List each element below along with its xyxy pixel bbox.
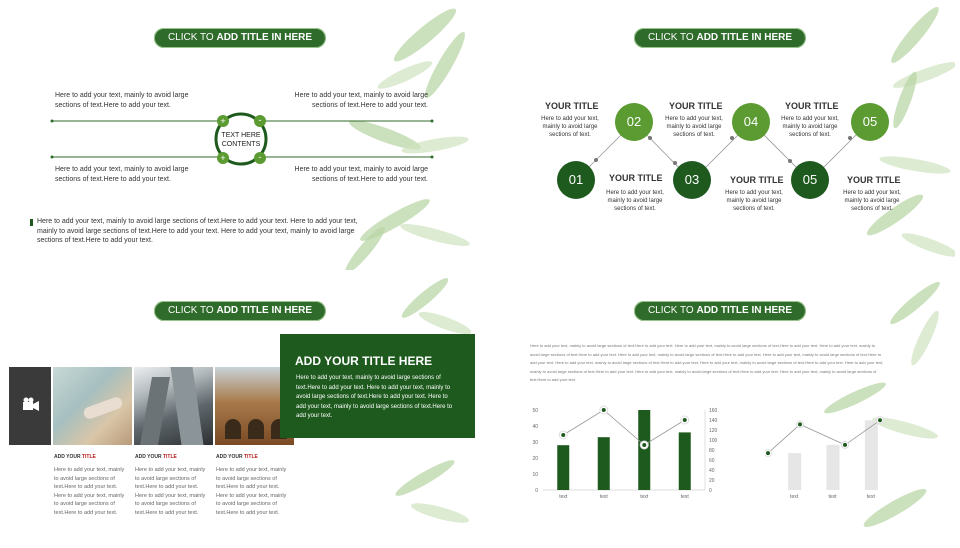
column-heading: ADD YOUR TITLE <box>216 454 258 460</box>
y-tick-label: 0 <box>535 488 538 494</box>
y2-tick-label: 60 <box>709 458 715 464</box>
step-circle-04[interactable]: 04 <box>732 103 770 141</box>
column-text: Here to add your text, mainly to avoid large sections of text.Here to add your text. Here to add your text, mainly to avoid large sections of text.Here to add your text. <box>216 467 287 516</box>
y2-tick-label: 20 <box>709 478 715 484</box>
y-tick-label: 10 <box>532 472 538 478</box>
line-point-dot <box>683 418 687 422</box>
x-tick-label: text <box>680 494 689 498</box>
line-point-dot <box>798 422 802 426</box>
bar <box>679 432 691 490</box>
title-box <box>280 334 475 438</box>
line-point-dot <box>878 418 882 422</box>
step-text: Here to add your text, mainly to avoid large sections of text. <box>606 190 664 212</box>
step-text: Here to add your text, mainly to avoid large sections of text. <box>843 190 901 212</box>
y2-tick-label: 120 <box>709 428 718 434</box>
chart-combo-2 <box>765 398 895 498</box>
y2-tick-label: 100 <box>709 438 718 444</box>
column-text: Here to add your text, mainly to avoid large sections of text.Here to add your text. Here to add your text, mainly to avoid large sections of text.Here to add your text. <box>135 467 206 516</box>
minus-icon[interactable]: - <box>254 152 266 164</box>
title-bold: ADD TITLE IN HERE <box>696 32 793 43</box>
step-circle-05[interactable]: 05 <box>791 161 829 199</box>
step-title: YOUR TITLE <box>785 101 839 111</box>
title-bold: ADD TITLE IN HERE <box>216 32 313 43</box>
line-point-dot <box>642 443 646 447</box>
line-point-dot <box>561 433 565 437</box>
line-point-dot <box>766 451 770 455</box>
step-title: YOUR TITLE <box>730 175 784 185</box>
column-text: Here to add your text, mainly to avoid large sections of text.Here to add your text. Here to add your text, mainly to avoid large sections of text.Here to add your text. <box>54 467 125 516</box>
plus-icon[interactable]: + <box>217 152 229 164</box>
bar <box>827 445 840 490</box>
step-text: Here to add your text, mainly to avoid large sections of text. <box>725 190 783 212</box>
bullet-marker <box>30 219 33 226</box>
column-heading: ADD YOUR TITLE <box>54 454 96 460</box>
title-prefix: CLICK TO <box>167 32 217 43</box>
text-top-right: Here to add your text, mainly to avoid large sections of text.Here to add your text. <box>294 92 428 109</box>
y2-tick-label: 160 <box>709 408 718 414</box>
text-top-left: Here to add your text, mainly to avoid large sections of text.Here to add your text. <box>55 92 189 109</box>
step-title: YOUR TITLE <box>847 175 901 185</box>
connector-lines <box>5 5 475 205</box>
y2-tick-label: 40 <box>709 468 715 474</box>
video-tile[interactable] <box>9 367 51 445</box>
line-point-dot <box>602 408 606 412</box>
slide-1 <box>5 5 475 270</box>
bar <box>865 420 878 490</box>
x-tick-label: text <box>866 494 875 498</box>
text-bottom-right: Here to add your text, mainly to avoid large sections of text.Here to add your text. <box>294 166 428 183</box>
step-circle-03[interactable]: 03 <box>673 161 711 199</box>
y2-tick-label: 140 <box>709 418 718 424</box>
text-bottom-left: Here to add your text, mainly to avoid large sections of text.Here to add your text. <box>55 166 189 183</box>
slide-title[interactable] <box>154 301 326 321</box>
box-title: ADD YOUR TITLE HERE <box>295 354 433 368</box>
step-text: Here to add your text, mainly to avoid large sections of text. <box>781 116 839 138</box>
photo-map <box>53 367 132 445</box>
step-circle-01[interactable]: 01 <box>557 161 595 199</box>
box-text: Here to add your text, mainly to avoid large sections of text.Here to add your text. Here to add your text, mainly to avoid large sections of text.Here to add your text. Here to add your text, mainly to avoid large sections of text.Here to add your text. <box>296 375 453 419</box>
line-series <box>563 410 685 445</box>
title-prefix: CLICK TO <box>647 32 697 43</box>
center-text: TEXT HERE CONTENTS <box>221 132 261 148</box>
title-bold: ADD TITLE IN HERE <box>216 305 313 316</box>
intro-paragraph: Here to add your text, mainly to avoid large sections of text.Here to add your text. Here to add your text, mainly to avoid large sections of text.Here to add your text. Here to add your text, mainly to avoid large sections of text.Here to add your text. Here to add your text, mainly to avoid large sections of text.Here to add your text. Here to add your text, mainly to avoid large sections of text.Here to add your text. Here to add your text, mainly to avoid large sections of text.Here to add your text. Here to add your text, mainly to avoid large sections of text.Here to add your text. Here to add your text, mainly to avoid large sections of text.Here to add your text. Here to add your text, mainly to avoid large sections of text.Here to add your text. Here to add your text, mainly to avoid large sections of text.Here to add your text. <box>530 343 884 382</box>
y-tick-label: 20 <box>532 456 538 462</box>
photo-building <box>134 367 213 445</box>
slide-3 <box>5 278 475 543</box>
bottom-paragraph: Here to add your text, mainly to avoid large sections of text.Here to add your text. Here to add your text, mainly to avoid large sections of text.Here to add your text. Here to add your text, mainly to avoid large sections of text.Here to add your text. <box>37 218 358 244</box>
step-title: YOUR TITLE <box>669 101 723 111</box>
y-tick-label: 40 <box>532 424 538 430</box>
line-point-dot <box>843 443 847 447</box>
bar <box>557 445 569 490</box>
slide-title[interactable] <box>634 301 806 321</box>
x-tick-label: text <box>790 494 799 498</box>
step-title: YOUR TITLE <box>609 173 663 183</box>
x-tick-label: text <box>828 494 837 498</box>
y2-tick-label: 0 <box>709 488 712 494</box>
y-tick-label: 30 <box>532 440 538 446</box>
column-heading: ADD YOUR TITLE <box>135 454 177 460</box>
title-prefix: CLICK TO <box>167 305 217 316</box>
x-tick-label: text <box>559 494 568 498</box>
step-circle-02[interactable]: 02 <box>615 103 653 141</box>
step-circle-06[interactable]: 05 <box>851 103 889 141</box>
chart-combo-1 <box>525 398 735 498</box>
step-title: YOUR TITLE <box>545 101 599 111</box>
bar <box>638 410 650 490</box>
y2-tick-label: 80 <box>709 448 715 454</box>
title-bold: ADD TITLE IN HERE <box>696 305 793 316</box>
video-camera-icon <box>9 367 51 445</box>
y-tick-label: 50 <box>532 408 538 414</box>
bar <box>598 437 610 490</box>
x-tick-label: text <box>640 494 649 498</box>
x-tick-label: text <box>599 494 608 498</box>
bar <box>788 453 801 490</box>
plus-icon[interactable]: + <box>217 115 229 127</box>
minus-icon[interactable]: - <box>254 115 266 127</box>
step-text: Here to add your text, mainly to avoid large sections of text. <box>541 116 599 138</box>
slide-2 <box>485 5 955 270</box>
step-text: Here to add your text, mainly to avoid large sections of text. <box>665 116 723 138</box>
line-series <box>768 420 880 453</box>
slide-4 <box>485 278 955 543</box>
title-prefix: CLICK TO <box>647 305 697 316</box>
